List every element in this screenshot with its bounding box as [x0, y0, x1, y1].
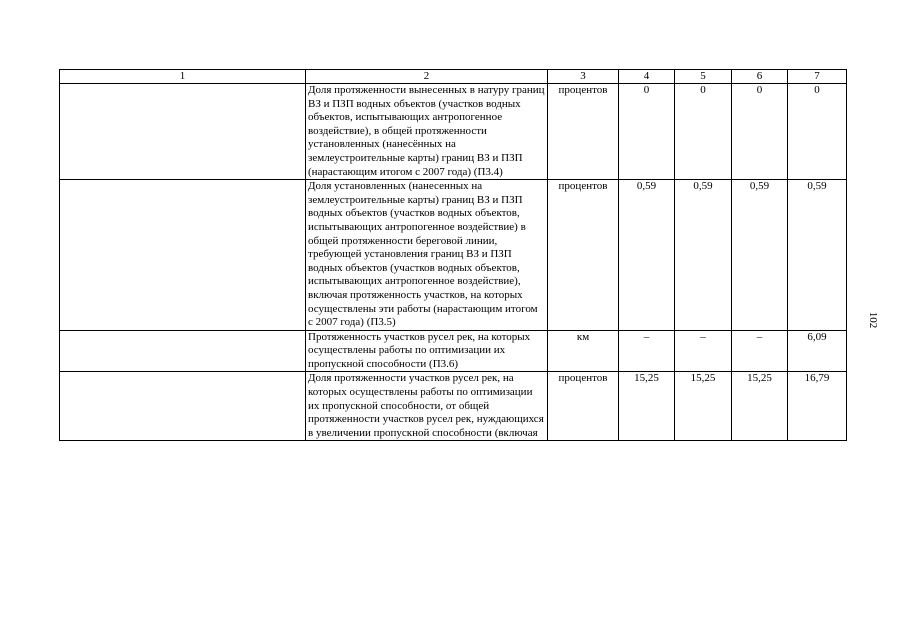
empty-cell [60, 372, 306, 441]
table-row [60, 180, 847, 331]
value-col-4: 15,25 [619, 372, 675, 441]
indicator-name: Доля протяженности участков русел рек, на которых осуществлены работы по оптимизации их пропускной способности, от общей протяженности участков русел рек, нуждающихся в увеличении пропускной способности (включая [306, 372, 548, 441]
page-number: 102 [867, 311, 879, 329]
empty-cell [60, 330, 306, 372]
value-col-7: 0,59 [788, 180, 847, 331]
header-col-2: 2 [306, 70, 548, 84]
value-col-7: 6,09 [788, 330, 847, 372]
value-col-4: 0 [619, 84, 675, 180]
value-col-6: – [732, 330, 788, 372]
value-col-7: 16,79 [788, 372, 847, 441]
empty-cell [60, 84, 306, 180]
header-col-1: 1 [60, 70, 306, 84]
indicator-unit: процентов [548, 372, 619, 441]
value-col-5: 0,59 [675, 180, 732, 331]
table-row [60, 372, 847, 441]
indicator-name: Доля установленных (нанесенных на землеустроительные карты) границ ВЗ и ПЗП водных объектов (участков водных объектов, испытывающих антропогенное воздействие) в общей протяженности береговой линии, требующей установления границ ВЗ и ПЗП водных объектов (участков водных объектов, испытывающих антропогенное воздействие), включая протяженность участков, на которых осуществлены эти работы (нарастающим итогом с 2007 года) (П3.5) [306, 180, 548, 331]
value-col-5: – [675, 330, 732, 372]
value-col-6: 15,25 [732, 372, 788, 441]
indicator-unit: процентов [548, 84, 619, 180]
indicator-unit: процентов [548, 180, 619, 331]
empty-cell [60, 180, 306, 331]
header-col-6: 6 [732, 70, 788, 84]
value-col-5: 0 [675, 84, 732, 180]
indicators-table [59, 69, 847, 441]
header-col-5: 5 [675, 70, 732, 84]
value-col-4: 0,59 [619, 180, 675, 331]
header-col-3: 3 [548, 70, 619, 84]
indicator-name: Протяженность участков русел рек, на которых осуществлены работы по оптимизации их пропускной способности (П3.6) [306, 330, 548, 372]
indicator-name: Доля протяженности вынесенных в натуру границ ВЗ и ПЗП водных объектов (участков водных объектов, испытывающих антропогенное воздействие), в общей протяженности установленных (нанесённых на землеустроительные карты) границ ВЗ и ПЗП (нарастающим итогом с 2007 года) (П3.4) [306, 84, 548, 180]
value-col-6: 0 [732, 84, 788, 180]
header-col-4: 4 [619, 70, 675, 84]
table-row [60, 330, 847, 372]
value-col-7: 0 [788, 84, 847, 180]
table-row [60, 84, 847, 180]
header-col-7: 7 [788, 70, 847, 84]
header-row [60, 70, 847, 84]
value-col-4: – [619, 330, 675, 372]
indicator-unit: км [548, 330, 619, 372]
value-col-6: 0,59 [732, 180, 788, 331]
value-col-5: 15,25 [675, 372, 732, 441]
